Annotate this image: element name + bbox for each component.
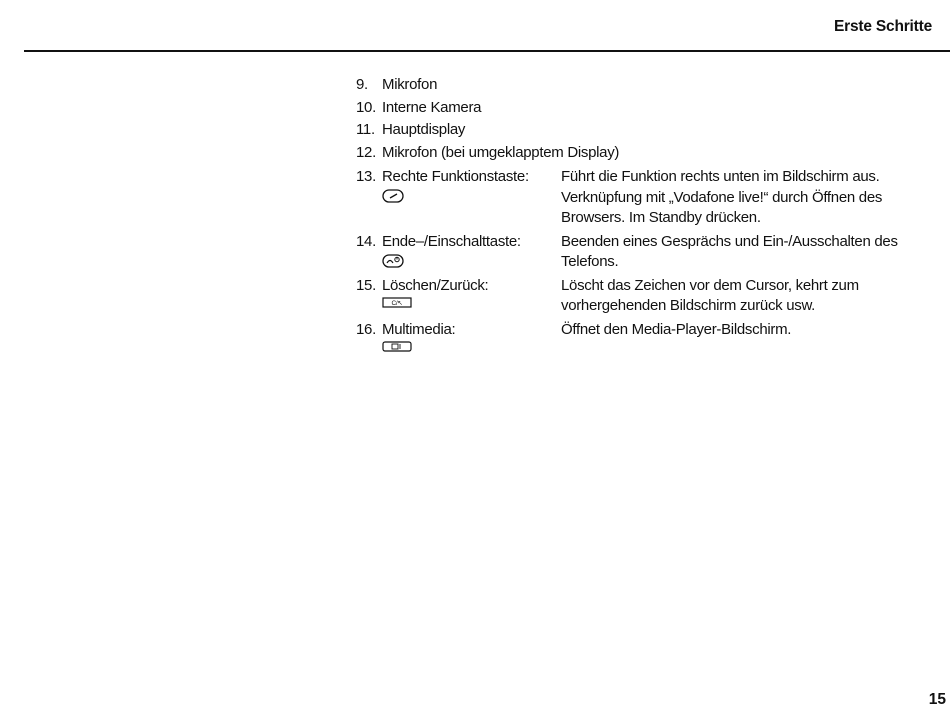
list-item [356, 74, 936, 97]
list-item [356, 142, 936, 165]
item-number: 15. [356, 276, 376, 294]
list-item [356, 167, 936, 229]
item-label: Ende–/Einschalttaste: [382, 232, 521, 250]
item-number: 9. [356, 76, 368, 93]
right-softkey-icon [382, 188, 404, 204]
item-description: Beenden eines Gesprächs und Ein-/Ausschalten des Telefons. [561, 232, 898, 270]
clear-back-key-icon [382, 297, 412, 309]
header-divider [24, 50, 950, 52]
list-item [356, 320, 936, 361]
end-power-key-icon [382, 253, 404, 269]
item-number: 10. [356, 98, 376, 116]
page-number: 15 [928, 691, 946, 708]
item-description: Öffnet den Media-Player-Bildschirm. [561, 320, 792, 338]
item-label: Multimedia: [382, 320, 456, 338]
key-description-list [356, 74, 936, 363]
item-description: Löscht das Zeichen vor dem Cursor, kehrt zum vorhergehenden Bildschirm zurück usw. [561, 276, 859, 314]
multimedia-key-icon [382, 341, 412, 353]
list-item [356, 276, 936, 317]
item-label: Mikrofon (bei umgeklapptem Display) [382, 143, 620, 161]
header-title: Erste Schritte [834, 18, 932, 35]
item-number: 13. [356, 168, 376, 185]
item-number: 16. [356, 320, 376, 338]
svg-text:C/↖: C/↖ [391, 299, 403, 307]
item-number: 14. [356, 232, 376, 250]
item-description: Führt die Funktion rechts unten im Bildschirm aus. Verknüpfung mit „Vodafone live!“ durch Öffnen des Browsers. Im Standby drücken. [561, 168, 883, 226]
list-item [356, 97, 936, 120]
item-label: Löschen/Zurück: [382, 276, 489, 294]
list-item [356, 232, 936, 273]
item-label: Hauptdisplay [382, 121, 466, 138]
item-number: 11. [356, 121, 375, 138]
item-label: Mikrofon [382, 76, 438, 93]
list-item [356, 119, 936, 142]
item-label: Rechte Funktionstaste: [382, 168, 529, 185]
item-number: 12. [356, 143, 376, 161]
item-label: Interne Kamera [382, 98, 482, 116]
